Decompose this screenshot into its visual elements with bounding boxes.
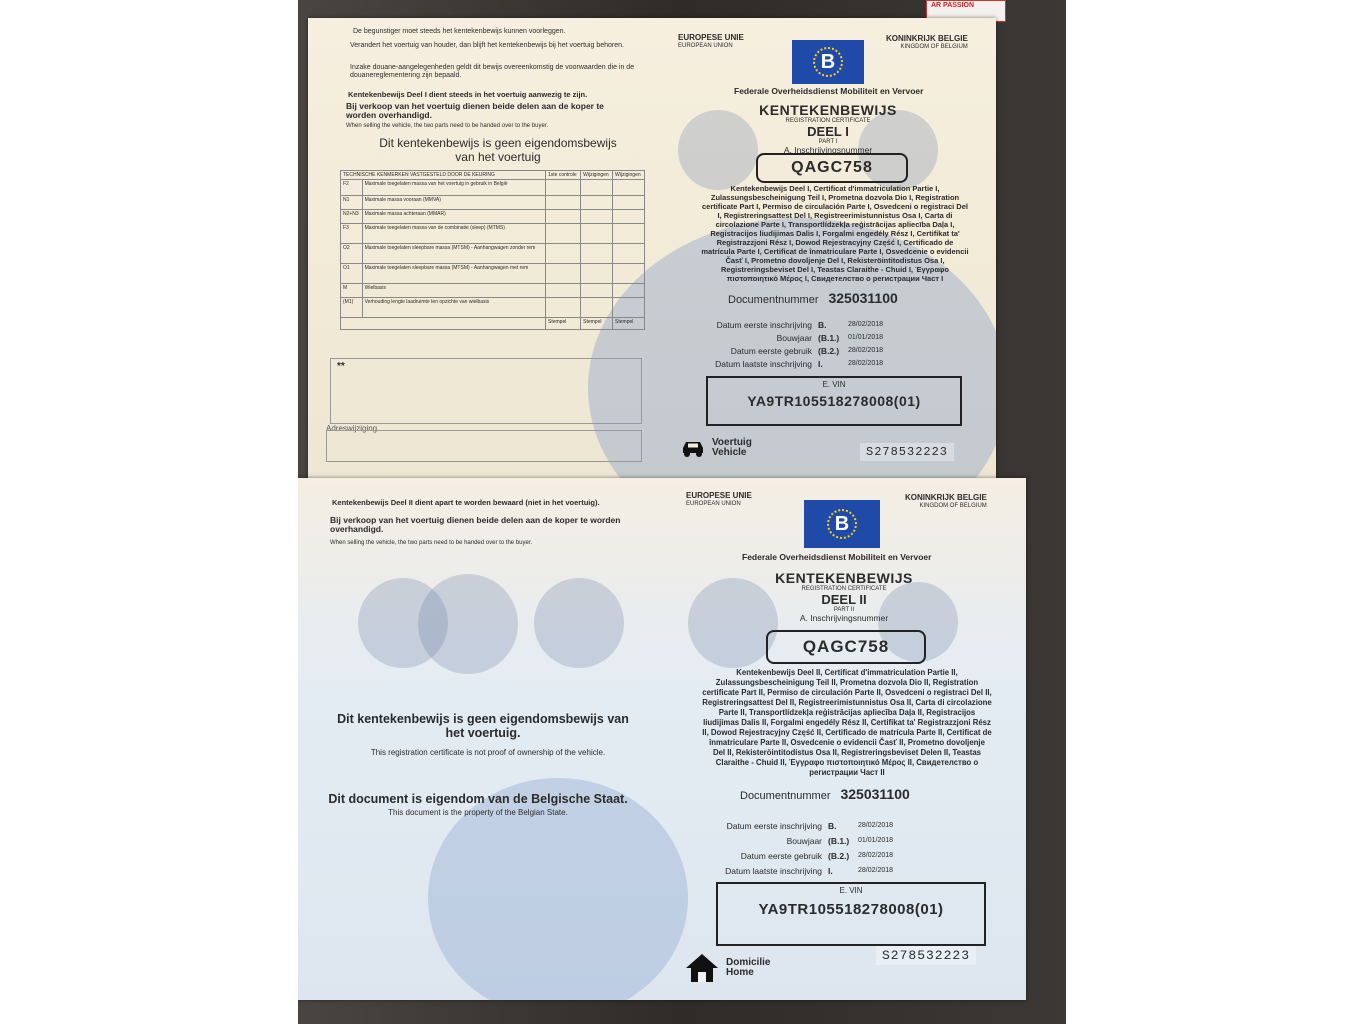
license-plate: QAGC758 [756, 153, 908, 183]
price-tag-text: AR PASSION [931, 2, 975, 9]
keep-in-vehicle-text: Kentekenbewijs Deel I dient steeds in het voertuig aanwezig te zijn. [348, 90, 588, 99]
registration-certificate-part-2 [298, 478, 1026, 1000]
date-code: (B.1.) [818, 332, 840, 343]
home-section [684, 952, 770, 984]
date-row [704, 357, 883, 370]
document-number [740, 786, 910, 802]
date-code: I. [828, 865, 833, 876]
table-code: N1 [341, 196, 363, 210]
date-row [714, 818, 893, 833]
date-value: 28/02/2018 [858, 852, 894, 859]
date-value: 28/02/2018 [858, 867, 894, 874]
date-code: B. [818, 319, 827, 330]
certificate-title-en: REGISTRATION CERTIFICATE [785, 118, 871, 124]
federal-service: Federale Overheidsdienst Mobiliteit en Vervoer [734, 86, 924, 96]
certificate-title-nl: KENTEKENBEWIJS [759, 102, 897, 118]
document-number [728, 290, 898, 306]
country-code-b: B [813, 47, 843, 77]
date-code: (B.2.) [828, 850, 850, 861]
table-code: O1 [341, 264, 363, 284]
document-number-label: Documentnummer [728, 294, 819, 306]
plate-label: A. Inschrijvingsnummer [799, 613, 889, 623]
table-label: Maximale toegelaten sleepbare massa (MTSM) - Aanhangwagen zonder rem [362, 244, 545, 264]
serial-number: S278532223 [876, 946, 976, 965]
vin-label: E. VIN [839, 886, 863, 895]
table-header: TECHNISCHE KENMERKEN VASTGESTELD DOOR DE KEURING [341, 171, 546, 180]
stamp-label: Stempel [546, 318, 581, 330]
kingdom-label [905, 493, 987, 511]
kingdom-text-en: KINGDOM OF BELGIUM [919, 503, 987, 509]
sale-instruction: Bij verkoop van het voertuig dienen beide delen aan de koper te worden overhandigd. [346, 101, 604, 120]
kingdom-text: KONINKRIJK BELGIE [905, 493, 987, 502]
table-label: Maximale toegelaten sleepbare massa (MTSM) - Aanhangwagen met rem [362, 264, 545, 284]
wheel-watermark [534, 578, 624, 668]
date-code: (B.1.) [828, 835, 850, 846]
plate-label: A. Inschrijvingsnummer [783, 145, 873, 155]
dates-block [704, 318, 883, 370]
table-code: F3 [341, 224, 363, 244]
state-property-en: This document is the property of the Belgian State. [388, 808, 568, 817]
document-number-label: Documentnummer [740, 790, 831, 802]
stamp-label: Stempel [581, 318, 613, 330]
sale-instruction-en: When selling the vehicle, the two parts need to be handed over to the buyer. [346, 123, 549, 129]
certificate-title [728, 102, 928, 155]
date-value: 28/02/2018 [848, 321, 884, 328]
eu-flag [804, 500, 880, 548]
vin-box [716, 882, 986, 946]
table-label: Maximale toegelaten massa van de combinatie (sleep) (MTMS) [362, 224, 545, 244]
country-code-b: B [827, 509, 857, 539]
eu-text: EUROPESE UNIE [678, 33, 744, 42]
eu-label [686, 491, 752, 509]
house-icon [684, 952, 720, 984]
date-code: (B.2.) [818, 345, 840, 356]
date-label: Datum eerste inschrijving [726, 820, 822, 831]
home-label-en: Home [726, 967, 754, 978]
document-number-value: 325031100 [840, 786, 910, 802]
eu-label [678, 33, 744, 51]
car-icon [680, 438, 706, 458]
table-header: 1ste controle [546, 171, 581, 180]
date-row [714, 833, 893, 848]
part-label-en: PART I [818, 139, 838, 145]
wheel-watermark [418, 574, 518, 674]
kingdom-label [886, 34, 968, 52]
eu-text-en: EUROPEAN UNION [686, 501, 741, 507]
table-code: (M1) [341, 298, 363, 318]
vin-label: E. VIN [822, 380, 846, 389]
date-code: B. [828, 820, 837, 831]
date-label: Datum eerste gebruik [740, 850, 822, 861]
federal-service: Federale Overheidsdienst Mobiliteit en Vervoer [742, 552, 932, 562]
date-row [714, 863, 893, 878]
kingdom-text-en: KINGDOM OF BELGIUM [900, 44, 968, 50]
part-label-en: PART II [833, 607, 855, 613]
dates-block [714, 818, 893, 878]
table-header: Wijzigingen [613, 171, 645, 180]
license-plate: QAGC758 [766, 630, 926, 664]
table-label: Wielbasis [362, 284, 545, 298]
date-row [714, 848, 893, 863]
table-label: Maximale massa achteraan (MMAR) [362, 210, 545, 224]
date-value: 28/02/2018 [848, 360, 884, 367]
ownership-note: Dit kentekenbewijs is geen eigendomsbewijs van het voertuig. [337, 712, 629, 740]
table-header: Wijzigingen [581, 171, 613, 180]
certificate-title-en: REGISTRATION CERTIFICATE [801, 586, 887, 592]
photo [298, 0, 1066, 1024]
certificate-title-nl: KENTEKENBEWIJS [775, 570, 913, 586]
eu-text-en: EUROPEAN UNION [678, 43, 733, 49]
date-value: 28/02/2018 [858, 822, 894, 829]
date-label: Datum laatste inschrijving [725, 865, 822, 876]
vehicle-section [680, 438, 752, 458]
date-value: 01/01/2018 [848, 334, 884, 341]
kingdom-text: KONINKRIJK BELGIE [886, 34, 968, 43]
double-star: ** [337, 361, 345, 372]
eu-flag [792, 40, 864, 84]
serial-number: S278532223 [860, 443, 954, 461]
date-value: 28/02/2018 [848, 347, 884, 354]
keep-separate-text: Kentekenbewijs Deel II dient apart te worden bewaard (niet in het voertuig). [332, 498, 600, 507]
part-label: DEEL II [821, 592, 867, 607]
table-label: Maximale massa vooraan (MMVA) [362, 196, 545, 210]
date-label: Bouwjaar [786, 835, 822, 846]
certificate-title [744, 570, 944, 623]
sale-instruction-en: When selling the vehicle, the two parts need to be handed over to the buyer. [330, 540, 533, 546]
vehicle-label [712, 438, 752, 458]
home-label-nl: Domicilie [726, 957, 771, 968]
languages-text: Kentekenbewijs Deel II, Certificat d'immatriculation Partie II, Zulassungsbescheinigung Teil II, Prometna dozvola Dio II, Registration certificate Part II, Permiso de circulación Parte II, Osvedceni o registraci Del II, Registreringsattest Del II, Registreerimistunnistus Osa II, Carta di circolazione Parte II, Transportlídzekļa reģistrācijas apliecība Daļa II, Registracijos liudijimas Dalis II, Forgalmi engedély Rész II, Certifikat ta' Registrazzjoni Rész II, Dowod Rejestracyjny Część II, Certificado de matrícula Parte II, Certificat de înmatriculare Parte II, Osvedcenie o evidencii Časť II, Prometno dovoljenje Del II, Rekisteröintitodistus Osa II, Registreringsbeviset Delen II, Teastas Claraithe - Chuid II, Έγγραφο πιστοποιητικό Μέρος II, Свидетелство о регистрации Част II [702, 668, 992, 777]
state-property: Dit document is eigendom van de Belgische Staat. [328, 792, 628, 806]
ownership-note-en: This registration certificate is not proof of ownership of the vehicle. [370, 748, 606, 757]
table-code: O2 [341, 244, 363, 264]
vehicle-label-nl: Voertuig [712, 437, 752, 448]
date-label: Datum laatste inschrijving [715, 358, 812, 369]
date-label: Datum eerste gebruik [730, 345, 812, 356]
date-code: I. [818, 358, 823, 369]
vin-box [706, 376, 962, 426]
part-label: DEEL I [807, 124, 849, 139]
table-code: M [341, 284, 363, 298]
technical-table [340, 170, 645, 330]
home-label [726, 958, 770, 978]
registration-certificate-part-1 [308, 18, 996, 480]
date-label: Datum eerste inschrijving [716, 319, 812, 330]
vin-value: YA9TR105518278008(01) [747, 393, 921, 409]
table-code: F2 [341, 180, 363, 196]
address-change-label: Adreswijziging [326, 424, 378, 433]
date-value: 01/01/2018 [858, 837, 894, 844]
stamp-label: Stempel [613, 318, 645, 330]
date-row [704, 344, 883, 357]
date-row [704, 318, 883, 331]
address-box [330, 358, 642, 424]
eu-text: EUROPESE UNIE [686, 491, 752, 500]
document-number-value: 325031100 [828, 290, 898, 306]
sale-instruction: Bij verkoop van het voertuig dienen beide delen aan de koper te worden overhandigd. [330, 515, 621, 534]
address-change-box [326, 430, 642, 462]
table-label: Verhouding lengte laadruimte ten opzichte van wielbasis [362, 298, 545, 318]
vehicle-label-en: Vehicle [712, 447, 747, 458]
note-2: Inzake douane-aangelegenheden geldt dit bewijs overeenkomstig de voorwaarden die in de douanereglementering zijn bepaald. [350, 64, 635, 79]
note-1: Verandert het voertuig van houder, dan blijft het kentekenbewijs bij het voertuig behoren. [350, 42, 624, 49]
date-row [704, 331, 883, 344]
languages-text: Kentekenbewijs Deel I, Certificat d'immatriculation Partie I, Zulassungsbescheinigung Teil I, Prometna dozvola Dio I, Registration certificate Part I, Permiso de circulación Parte I, Osvedceni o registraci Del I, Registreringsattest Del I, Registreerimistunnistus Osa I, Carta di circolazione Parte I, Transportlídzekļa reģistrācijas apliecība Daļa I, Registracijos liudijimas Dalis I, Forgalmi engedély Rész I, Certifikat ta' Registrazzjoni Rész I, Dowod Rejestracyjny Część I, Certificado de matrícula Parte I, Certificat de înmatriculare Parte I, Osvedcenie o evidencii Časť I, Prometno dovoljenje Del I, Rekisteröintitodistus Osa I, Registreringsbeviset Del I, Teastas Claraithe - Chuid I, Έγγραφο πιστοποιητικό Μέρος I, Свидетелство о регистрации Част I [701, 184, 969, 283]
table-label: Maximale toegelaten massa van het voertuig in gebruik in België [362, 180, 545, 196]
vin-value: YA9TR105518278008(01) [758, 901, 944, 918]
date-label: Bouwjaar [776, 332, 812, 343]
ownership-note: Dit kentekenbewijs is geen eigendomsbewijs van het voertuig [379, 136, 617, 164]
note-0: De begunstiger moet steeds het kentekenbewijs kunnen voorleggen. [353, 28, 566, 35]
table-code: N2+N3 [341, 210, 363, 224]
